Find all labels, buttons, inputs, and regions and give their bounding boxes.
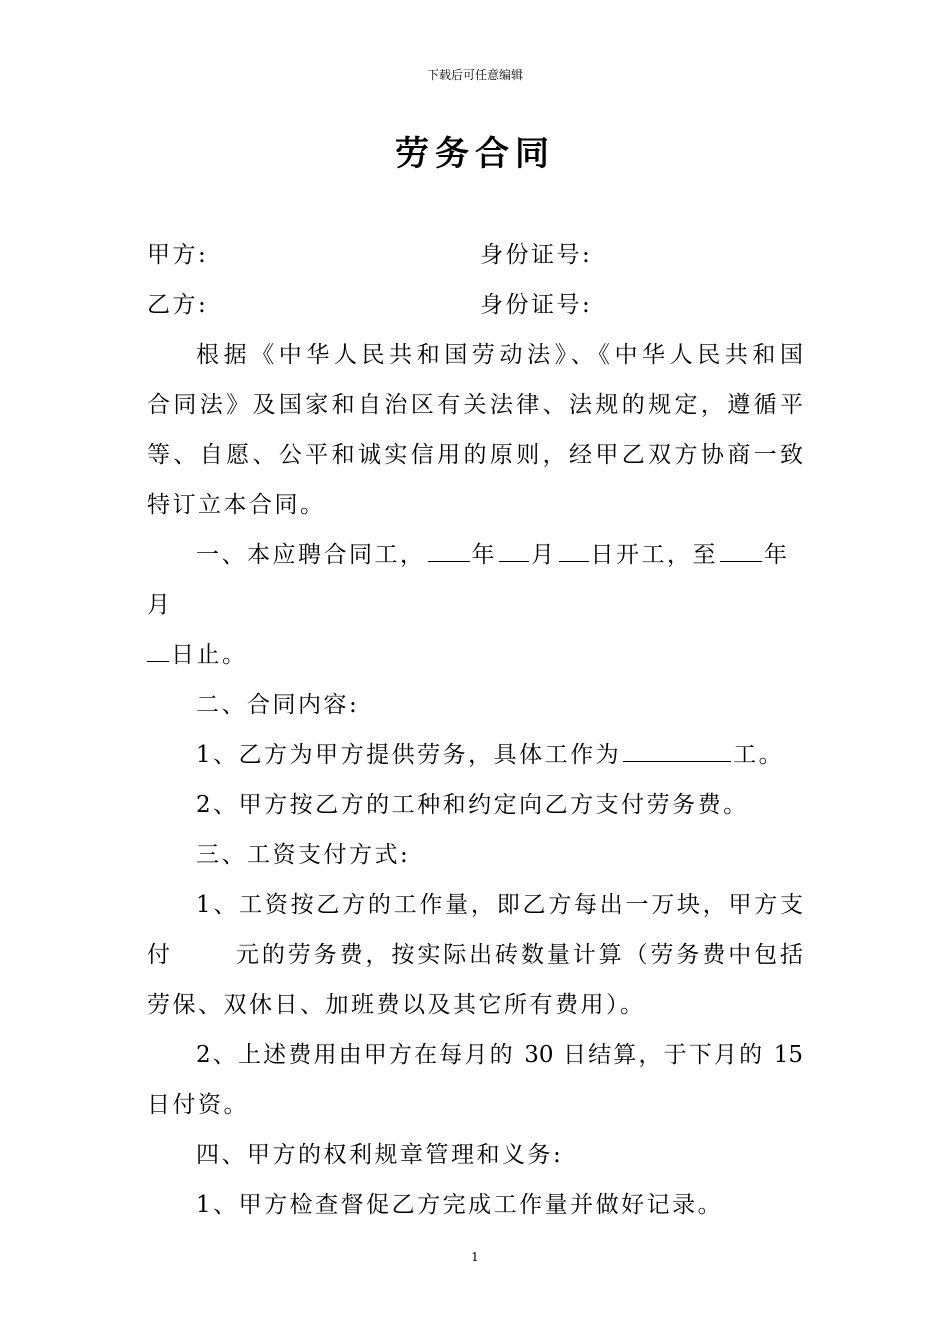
clause-1-text: 一、本应聘合同工， (196, 542, 426, 568)
section-4-heading: 四、甲方的权利规章管理和义务: (196, 1142, 564, 1168)
party-b-id-label: 身份证号: (480, 292, 593, 318)
start-label: 日开工，至 (590, 542, 718, 568)
intro-line-4: 特订立本合同。 (147, 492, 326, 518)
end-day-label: 日止。 (171, 642, 248, 668)
party-a-label: 甲方: (147, 242, 209, 268)
year-label: 年 (471, 542, 497, 568)
work-type-blank (623, 741, 731, 762)
party-a-id-label: 身份证号: (480, 242, 593, 268)
section-2-heading: 二、合同内容: (196, 692, 360, 718)
month-label: 月 (531, 542, 557, 568)
s3-item1-prefix: 付 (147, 942, 173, 968)
year-blank (428, 541, 470, 562)
clause-1-line-2: 月 (147, 592, 173, 618)
end-year-blank (720, 541, 762, 562)
s2-item1-suffix: 工。 (733, 742, 785, 768)
s3-item1-line-2: 元的劳务费，按实际出砖数量计算（劳务费中包括 (236, 942, 803, 968)
end-day-blank (147, 641, 169, 662)
page-title: 劳务合同 (395, 134, 555, 174)
section-3-heading: 三、工资支付方式: (196, 842, 411, 868)
month-blank (499, 541, 529, 562)
intro-line-3: 等、自愿、公平和诚实信用的原则，经甲乙双方协商一致 (147, 442, 803, 468)
s3-item2-line-2: 日付资。 (147, 1092, 249, 1118)
s2-item1-text: 1、乙方为甲方提供劳务，具体工作为 (196, 742, 622, 768)
end-year-label: 年 (764, 542, 790, 568)
intro-line-2: 合同法》及国家和自治区有关法律、法规的规定，遵循平 (147, 392, 803, 418)
clause-1 (196, 536, 803, 569)
page-number: 1 (471, 1250, 479, 1264)
section-2-item-1 (196, 736, 784, 769)
page-header: 下载后可任意编辑 (426, 68, 523, 82)
party-b-label: 乙方: (147, 292, 209, 318)
s3-item2-line-1: 2、上述费用由甲方在每月的 30 日结算，于下月的 15 (196, 1042, 803, 1068)
intro-line-1: 根据《中华人民共和国劳动法》、《中华人民共和国 (196, 342, 803, 368)
s3-item1-line-3: 劳保、双休日、加班费以及其它所有费用）。 (147, 992, 646, 1018)
day-blank (559, 541, 589, 562)
section-2-item-2: 2、甲方按乙方的工种和约定向乙方支付劳务费。 (196, 792, 749, 818)
s3-item1-line-1: 1、工资按乙方的工作量，即乙方每出一万块，甲方支 (196, 892, 803, 918)
s4-item-1: 1、甲方检查督促乙方完成工作量并做好记录。 (196, 1192, 724, 1218)
clause-1-line-3 (147, 636, 248, 669)
